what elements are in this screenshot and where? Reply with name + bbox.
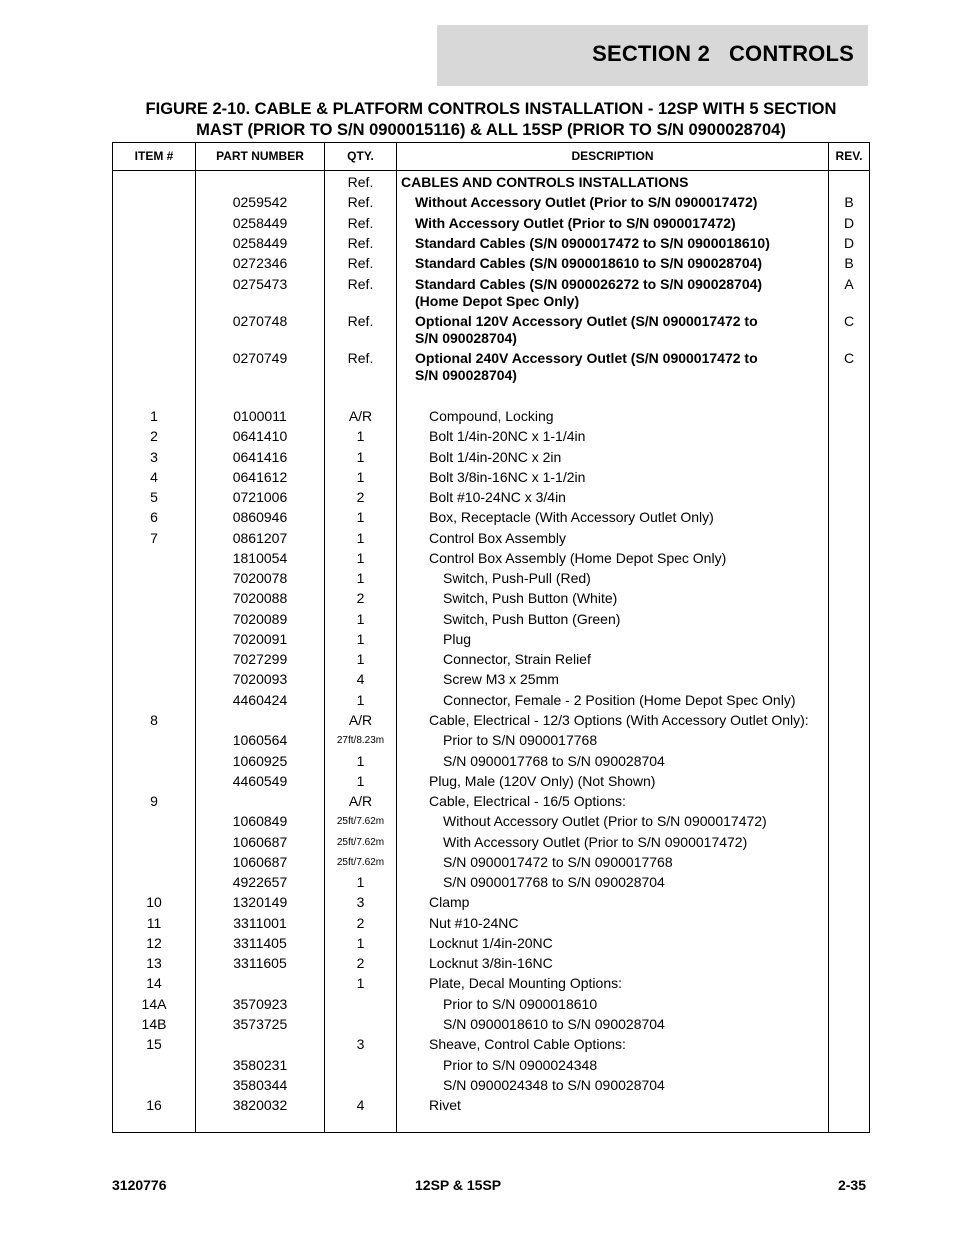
description-cell: Control Box Assembly (Home Depot Spec Only)	[429, 550, 727, 566]
part-number-cell: 0860946	[232, 509, 288, 525]
qty-cell: 27ft/8.23m	[336, 735, 385, 746]
part-number-cell: 4922657	[232, 874, 288, 890]
part-number-cell: 1320149	[232, 894, 288, 910]
description-cell: Prior to S/N 0900018610	[443, 996, 598, 1012]
qty-cell: A/R	[348, 793, 373, 809]
part-number-cell: 3311405	[233, 935, 287, 951]
qty-cell: 1	[356, 753, 365, 769]
qty-cell: Ref.	[347, 235, 374, 251]
item-cell: 12	[146, 935, 162, 951]
footer-model: 12SP & 15SP	[415, 1177, 502, 1193]
description-cell: Switch, Push-Pull (Red)	[443, 570, 591, 586]
description-cell: Prior to S/N 0900024348	[443, 1057, 598, 1073]
description-cell: Box, Receptacle (With Accessory Outlet Only)	[429, 509, 714, 525]
item-cell: 14A	[141, 996, 167, 1012]
part-number-cell: 1060849	[232, 813, 288, 829]
item-cell: 6	[150, 509, 158, 525]
item-cell: 16	[146, 1097, 162, 1113]
description-cell: Rivet	[429, 1097, 461, 1113]
qty-cell: Ref.	[347, 276, 374, 292]
description-cell: Nut #10-24NC	[429, 915, 519, 931]
qty-cell: 1	[356, 449, 365, 465]
part-number-cell: 0275473	[232, 276, 288, 292]
qty-cell: 1	[356, 874, 365, 890]
part-number-cell: 0259542	[232, 194, 288, 210]
description-cell: Bolt #10-24NC x 3/4in	[429, 489, 566, 505]
qty-cell: 1	[356, 935, 365, 951]
description-cell: Connector, Female - 2 Position (Home Depot Spec Only)	[443, 692, 796, 708]
part-number-cell: 4460549	[232, 773, 288, 789]
part-number-cell: 1060687	[232, 834, 288, 850]
header-qty: QTY.	[347, 149, 374, 163]
section-title: SECTION 2 CONTROLS	[592, 41, 854, 66]
description-cell: Connector, Strain Relief	[443, 651, 591, 667]
part-number-cell: 1060564	[232, 732, 288, 748]
header-divider	[113, 170, 869, 171]
qty-cell: Ref.	[347, 215, 374, 231]
part-number-cell: 1060687	[232, 854, 288, 870]
description-cell: Optional 120V Accessory Outlet (S/N 0900017472 to S/N 090028704)	[415, 313, 758, 346]
qty-cell: Ref.	[347, 350, 374, 366]
footer-doc-number: 3120776	[112, 1177, 167, 1193]
description-cell: Locknut 3/8in-16NC	[429, 955, 553, 971]
description-cell: Control Box Assembly	[429, 530, 566, 546]
qty-cell: 2	[356, 955, 365, 971]
description-cell: Plug, Male (120V Only) (Not Shown)	[429, 773, 656, 789]
qty-cell: Ref.	[347, 313, 374, 329]
qty-cell: 1	[356, 509, 365, 525]
qty-cell: 1	[356, 469, 365, 485]
description-cell: Clamp	[429, 894, 470, 910]
description-cell: With Accessory Outlet (Prior to S/N 0900017472)	[415, 215, 736, 231]
description-cell: Locknut 1/4in-20NC	[429, 935, 553, 951]
part-number-cell: 7020078	[232, 570, 288, 586]
qty-cell: 1	[356, 773, 365, 789]
qty-cell: 25ft/7.62m	[336, 837, 385, 848]
description-cell: Without Accessory Outlet (Prior to S/N 0900017472)	[443, 813, 767, 829]
qty-cell: 1	[356, 651, 365, 667]
description-cell: CABLES AND CONTROLS INSTALLATIONS	[401, 174, 689, 190]
description-cell: Screw M3 x 25mm	[443, 671, 559, 687]
description-cell: S/N 0900017768 to S/N 090028704	[443, 874, 665, 890]
qty-cell: 1	[356, 692, 365, 708]
figure-title-line-1: FIGURE 2-10. CABLE & PLATFORM CONTROLS INSTALLATION - 12SP WITH 5 SECTION	[145, 100, 837, 118]
description-cell: Without Accessory Outlet (Prior to S/N 0900017472)	[415, 194, 758, 210]
part-number-cell: 0270749	[232, 350, 288, 366]
qty-cell: 1	[356, 530, 365, 546]
description-cell: With Accessory Outlet (Prior to S/N 0900017472)	[443, 834, 748, 850]
qty-cell: 3	[356, 894, 365, 910]
qty-cell: 3	[356, 1036, 365, 1052]
qty-cell: 2	[356, 590, 365, 606]
part-number-cell: 7020091	[232, 631, 288, 647]
item-cell: 5	[150, 489, 158, 505]
footer-page-number: 2-35	[837, 1177, 866, 1193]
parts-table	[112, 142, 870, 1133]
part-number-cell: 3573725	[232, 1016, 288, 1032]
qty-cell: 4	[356, 1097, 365, 1113]
part-number-cell: 0258449	[232, 215, 288, 231]
part-number-cell: 3570923	[232, 996, 288, 1012]
header-rev: REV.	[835, 149, 863, 163]
rev-cell: A	[844, 276, 854, 292]
item-cell: 3	[150, 449, 158, 465]
description-cell: Cable, Electrical - 16/5 Options:	[429, 793, 626, 809]
item-cell: 4	[150, 469, 158, 485]
column-divider	[396, 143, 397, 1132]
part-number-cell: 0641612	[232, 469, 288, 485]
item-cell: 14B	[141, 1016, 167, 1032]
description-cell: Bolt 3/8in-16NC x 1-1/2in	[429, 469, 586, 485]
qty-cell: Ref.	[347, 194, 374, 210]
description-cell: Prior to S/N 0900017768	[443, 732, 598, 748]
qty-cell: 4	[356, 671, 365, 687]
description-cell: Bolt 1/4in-20NC x 2in	[429, 449, 562, 465]
item-cell: 2	[150, 428, 158, 444]
rev-cell: D	[843, 235, 855, 251]
description-cell: Bolt 1/4in-20NC x 1-1/4in	[429, 428, 586, 444]
part-number-cell: 0641416	[232, 449, 288, 465]
qty-cell: 2	[356, 489, 365, 505]
item-cell: 7	[150, 530, 158, 546]
qty-cell: 1	[356, 428, 365, 444]
qty-cell: Ref.	[347, 174, 374, 190]
part-number-cell: 1810054	[232, 550, 288, 566]
header-item: ITEM #	[134, 149, 174, 163]
item-cell: 10	[146, 894, 162, 910]
part-number-cell: 7020093	[232, 671, 288, 687]
part-number-cell: 0258449	[232, 235, 288, 251]
item-cell: 9	[150, 793, 158, 809]
qty-cell: Ref.	[347, 255, 374, 271]
rev-cell: C	[843, 350, 855, 366]
qty-cell: 1	[356, 570, 365, 586]
qty-cell: 25ft/7.62m	[336, 816, 385, 827]
part-number-cell: 3580231	[232, 1057, 288, 1073]
header-part-number: PART NUMBER	[216, 149, 304, 163]
description-cell: S/N 0900018610 to S/N 090028704	[443, 1016, 665, 1032]
part-number-cell: 3820032	[232, 1097, 288, 1113]
part-number-cell: 4460424	[232, 692, 288, 708]
description-cell: Compound, Locking	[429, 408, 554, 424]
item-cell: 15	[146, 1036, 162, 1052]
description-cell: S/N 0900024348 to S/N 090028704	[443, 1077, 665, 1093]
description-cell: Standard Cables (S/N 0900018610 to S/N 090028704)	[415, 255, 763, 271]
part-number-cell: 0100011	[233, 408, 287, 424]
qty-cell: 25ft/7.62m	[336, 857, 385, 868]
item-cell: 1	[150, 408, 158, 424]
part-number-cell: 0861207	[232, 530, 288, 546]
rev-cell: C	[843, 313, 855, 329]
part-number-cell: 0721006	[232, 489, 288, 505]
rev-cell: B	[844, 255, 854, 271]
figure-title	[112, 99, 870, 141]
item-cell: 14	[146, 975, 162, 991]
qty-cell: A/R	[348, 712, 373, 728]
description-cell: Cable, Electrical - 12/3 Options (With Accessory Outlet Only):	[429, 712, 809, 728]
part-number-cell: 3311001	[233, 915, 287, 931]
description-cell: Standard Cables (S/N 0900017472 to S/N 0900018610)	[415, 235, 770, 251]
qty-cell: 1	[356, 550, 365, 566]
part-number-cell: 0641410	[232, 428, 288, 444]
qty-cell: A/R	[348, 408, 373, 424]
figure-title-line-2: MAST (PRIOR TO S/N 0900015116) & ALL 15SP (PRIOR TO S/N 0900028704)	[196, 121, 786, 139]
item-cell: 8	[150, 712, 158, 728]
qty-cell: 1	[356, 611, 365, 627]
qty-cell: 1	[356, 631, 365, 647]
part-number-cell: 0270748	[232, 313, 288, 329]
description-cell: Plug	[443, 631, 472, 647]
description-cell: Optional 240V Accessory Outlet (S/N 0900017472 to S/N 090028704)	[415, 350, 758, 383]
part-number-cell: 0272346	[232, 255, 288, 271]
rev-cell: D	[843, 215, 855, 231]
part-number-cell: 7020089	[232, 611, 288, 627]
description-cell: Sheave, Control Cable Options:	[429, 1036, 626, 1052]
description-cell: Plate, Decal Mounting Options:	[429, 975, 622, 991]
header-description: DESCRIPTION	[571, 149, 654, 163]
item-cell: 13	[146, 955, 162, 971]
section-banner	[437, 25, 868, 86]
rev-cell: B	[844, 194, 854, 210]
part-number-cell: 1060925	[232, 753, 288, 769]
part-number-cell: 7027299	[232, 651, 288, 667]
description-cell: Switch, Push Button (White)	[443, 590, 618, 606]
description-cell: Switch, Push Button (Green)	[443, 611, 621, 627]
qty-cell: 1	[356, 975, 365, 991]
part-number-cell: 3311605	[233, 955, 287, 971]
description-cell: S/N 0900017472 to S/N 0900017768	[443, 854, 673, 870]
item-cell: 11	[146, 915, 162, 931]
part-number-cell: 7020088	[232, 590, 288, 606]
description-cell: S/N 0900017768 to S/N 090028704	[443, 753, 665, 769]
description-cell: Standard Cables (S/N 0900026272 to S/N 090028704) (Home Depot Spec Only)	[415, 276, 763, 309]
qty-cell: 2	[356, 915, 365, 931]
part-number-cell: 3580344	[232, 1077, 288, 1093]
